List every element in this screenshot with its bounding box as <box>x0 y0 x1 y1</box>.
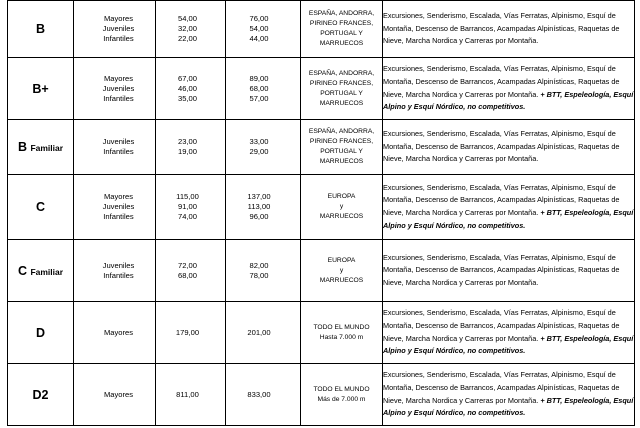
coverage-area-line: PIRINEO FRANCES, <box>309 79 374 87</box>
price-cell <box>156 1 226 58</box>
age-group-label: Juveniles <box>102 260 135 270</box>
category-cell <box>8 58 74 120</box>
age-group-label: Juveniles <box>102 202 135 211</box>
price-value: 67,00 <box>177 73 197 83</box>
price-value: 91,00 <box>177 202 197 211</box>
table-row <box>8 120 635 175</box>
age-group-label: Infantiles <box>103 147 134 156</box>
price-value: 57,00 <box>249 93 269 103</box>
price-cell <box>226 364 301 426</box>
activities-cell <box>383 1 635 58</box>
table-row <box>8 1 635 58</box>
price-value: 32,00 <box>177 24 197 33</box>
coverage-area-cell <box>301 58 383 120</box>
tariff-table <box>7 0 635 426</box>
coverage-area-line: EUROPA <box>327 193 356 200</box>
price-value: 22,00 <box>177 34 197 43</box>
activities-base-text: Excursiones, Senderismo, Escalada, Vías Ferratas, Alpinismo, Esquí de Montaña, Descenso de Barrancos, Acampadas Alpinísticas, Raquetas de Nieve, Marcha Nordica y Carreras por Montaña. <box>383 182 620 217</box>
price-cell <box>156 302 226 364</box>
table-row <box>8 58 635 120</box>
price-value: 179,00 <box>175 327 200 337</box>
age-group-label: Infantiles <box>103 34 134 43</box>
coverage-area-line: MARRUECOS <box>319 276 364 284</box>
activities-cell <box>383 120 635 175</box>
price-value: 68,00 <box>249 83 269 93</box>
price-value: 811,00 <box>176 389 199 399</box>
price-value: 54,00 <box>177 14 197 23</box>
price-value: 23,00 <box>177 137 197 146</box>
activities-cell <box>383 175 635 240</box>
price-value: 29,00 <box>249 147 269 156</box>
category-suffix: Familiar <box>30 143 64 153</box>
age-group-label: Infantiles <box>103 212 134 221</box>
price-value: 46,00 <box>177 83 197 93</box>
coverage-area-line: Hasta 7.000 m <box>319 333 364 341</box>
age-group-label: Mayores <box>103 327 134 337</box>
category-code: B <box>35 22 46 36</box>
coverage-area-line: TODO EL MUNDO <box>313 323 370 331</box>
price-cell <box>156 364 226 426</box>
price-value: 76,00 <box>249 14 269 23</box>
age-group-label: Juveniles <box>102 83 135 93</box>
coverage-area-cell <box>301 1 383 58</box>
age-group-cell <box>74 302 156 364</box>
coverage-area-line: y <box>339 266 344 274</box>
price-cell <box>156 120 226 175</box>
activities-extra-text: + BTT, Espeleología, Esquí Alpino y Esquí Nórdico, no competitivos. <box>383 208 634 230</box>
coverage-area-line: ESPAÑA, ANDORRA, <box>308 69 375 77</box>
category-cell <box>8 364 74 426</box>
price-cell <box>226 302 301 364</box>
coverage-area-line: y <box>339 203 344 210</box>
coverage-area-line: PIRINEO FRANCES, <box>309 20 374 27</box>
activities-extra-text: + BTT, Espeleología, Esquí Alpino y Esquí Nórdico, no competitivos. <box>383 89 634 112</box>
coverage-area-line: MARRUECOS <box>319 99 364 107</box>
category-cell <box>8 175 74 240</box>
coverage-area-line: Más de 7.000 m <box>317 395 366 403</box>
activities-extra-text: + BTT, Espeleología, Esquí Alpino y Esquí Nórdico, no competitivos. <box>383 333 634 356</box>
coverage-area-line: EUROPA <box>327 256 356 264</box>
price-cell <box>226 120 301 175</box>
age-group-label: Juveniles <box>102 137 135 146</box>
price-cell <box>156 58 226 120</box>
activities-base-text: Excursiones, Senderismo, Escalada, Vías Ferratas, Alpinismo, Esquí de Montaña, Descenso de Barrancos, Acampadas Alpinísticas, Raquetas de Nieve, Marcha Nordica y Carreras por Montaña. <box>383 308 620 343</box>
age-group-cell <box>74 58 156 120</box>
price-value: 78,00 <box>249 270 269 280</box>
coverage-area-line: MARRUECOS <box>319 158 364 165</box>
price-cell <box>226 240 301 302</box>
activities-base-text: Excursiones, Senderismo, Escalada, Vías Ferratas, Alpinismo, Esquí de Montaña, Descenso de Barrancos, Acampadas Alpinísticas, Raquetas de Nieve, Marcha Nordica y Carreras por Montaña. <box>383 252 620 287</box>
activities-base-text: Excursiones, Senderismo, Escalada, Vías Ferratas, Alpinismo, Esquí de Montaña, Descenso de Barrancos, Acampadas Alpinísticas, Raquetas de Nieve, Marcha Nordica y Carreras por Montaña. <box>383 129 620 164</box>
category-code: B+ <box>32 81 49 96</box>
age-group-label: Mayores <box>103 192 134 201</box>
category-cell <box>8 1 74 58</box>
price-cell <box>156 240 226 302</box>
age-group-label: Infantiles <box>103 270 134 280</box>
coverage-area-cell <box>301 175 383 240</box>
table-row <box>8 175 635 240</box>
activities-base-text: Excursiones, Senderismo, Escalada, Vías Ferratas, Alpinismo, Esquí de Montaña, Descenso de Barrancos, Acampadas Alpinísticas, Raquetas de Nieve, Marcha Nordica y Carreras por Montaña. <box>383 370 620 405</box>
coverage-area-cell <box>301 364 383 426</box>
price-value: 19,00 <box>177 147 197 156</box>
price-cell <box>226 1 301 58</box>
activities-cell <box>383 302 635 364</box>
price-cell <box>156 175 226 240</box>
age-group-label: Juveniles <box>102 24 135 33</box>
tariff-table-body <box>8 1 635 426</box>
age-group-label: Mayores <box>103 14 134 23</box>
category-cell <box>8 302 74 364</box>
age-group-label: Mayores <box>103 73 134 83</box>
price-value: 201,00 <box>247 327 271 337</box>
price-value: 137,00 <box>247 192 271 201</box>
category-code: D2 <box>32 387 49 402</box>
price-value: 35,00 <box>177 93 197 103</box>
activities-cell <box>383 364 635 426</box>
price-cell <box>226 175 301 240</box>
price-value: 115,00 <box>176 192 199 201</box>
coverage-area-cell <box>301 120 383 175</box>
table-row <box>8 302 635 364</box>
age-group-label: Mayores <box>103 389 134 399</box>
coverage-area-line: MARRUECOS <box>319 213 364 220</box>
category-code: D <box>35 325 46 340</box>
price-value: 33,00 <box>249 137 269 146</box>
price-value: 113,00 <box>247 202 271 211</box>
activities-base-text: Excursiones, Senderismo, Escalada, Vías Ferratas, Alpinismo, Esquí de Montaña, Descenso de Barrancos, Acampadas Alpinísticas, Raquetas de Nieve, Marcha Nordica y Carreras por Montaña. <box>383 64 620 99</box>
price-cell <box>226 58 301 120</box>
price-value: 68,00 <box>177 270 197 280</box>
activities-cell <box>383 58 635 120</box>
price-value: 72,00 <box>177 260 197 270</box>
coverage-area-cell <box>301 302 383 364</box>
activities-extra-text: + BTT, Espeleología, Esquí Alpino y Esquí Nórdico, no competitivos. <box>383 395 634 418</box>
activities-base-text: Excursiones, Senderismo, Escalada, Vías Ferratas, Alpinismo, Esquí de Montaña, Descenso de Barrancos, Acampadas Alpinísticas, Raquetas de Nieve, Marcha Nordica y Carreras por Montaña. <box>383 11 620 46</box>
category-suffix: Familiar <box>30 266 64 277</box>
coverage-area-line: ESPAÑA, ANDORRA, <box>308 10 375 17</box>
age-group-cell <box>74 240 156 302</box>
price-value: 96,00 <box>249 212 269 221</box>
category-code: B <box>17 140 27 154</box>
age-group-cell <box>74 364 156 426</box>
price-value: 89,00 <box>249 73 269 83</box>
table-row <box>8 240 635 302</box>
age-group-cell <box>74 175 156 240</box>
price-value: 74,00 <box>177 212 197 221</box>
coverage-area-line: PORTUGAL Y <box>320 148 363 155</box>
table-row <box>8 364 635 426</box>
age-group-cell <box>74 120 156 175</box>
price-value: 833,00 <box>247 389 271 399</box>
price-value: 44,00 <box>249 34 269 43</box>
category-code: C <box>17 263 27 278</box>
category-code: C <box>35 200 46 214</box>
age-group-cell <box>74 1 156 58</box>
price-value: 82,00 <box>249 260 269 270</box>
category-cell <box>8 240 74 302</box>
coverage-area-cell <box>301 240 383 302</box>
price-value: 54,00 <box>249 24 269 33</box>
category-cell <box>8 120 74 175</box>
coverage-area-line: PIRINEO FRANCES, <box>309 138 374 145</box>
coverage-area-line: ESPAÑA, ANDORRA, <box>308 128 375 135</box>
coverage-area-line: PORTUGAL Y <box>320 89 363 97</box>
coverage-area-line: TODO EL MUNDO <box>313 385 370 393</box>
coverage-area-line: MARRUECOS <box>319 40 364 47</box>
activities-cell <box>383 240 635 302</box>
coverage-area-line: PORTUGAL Y <box>320 30 363 37</box>
age-group-label: Infantiles <box>103 93 134 103</box>
